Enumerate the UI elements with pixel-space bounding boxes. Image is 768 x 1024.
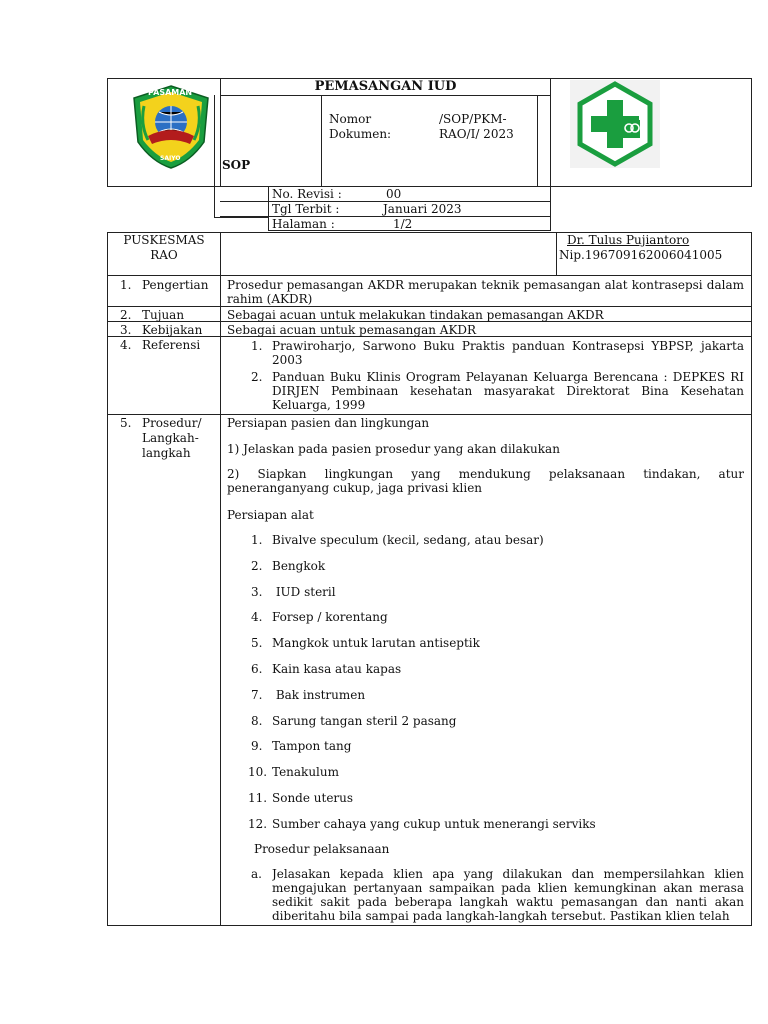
tool-item-text: Bivalve speculum (kecil, sedang, atau besar): [272, 533, 544, 547]
row5-label-1: Prosedur/: [142, 416, 202, 430]
org-name-line2: RAO: [150, 248, 178, 262]
prep-step-2: 2) Siapkan lingkungan yang mendukung pelaksanaan tindakan, atur peneranganyang cukup, jaga privasi klien: [227, 467, 744, 495]
exec-a-text: Jelasakan kepada klien apa yang dilakukan dan mempersilahkan klien mengajukan pertanyaan sampaikan pada klien kemungkinan akan merasa sedikit sakit pada beberapa langkah waktu pemasangan dan nanti akan diberitahu bila sampai pada langkah-langkah tersebut. Pastikan klien telah: [272, 867, 744, 923]
row5-label-2: Langkah-: [142, 431, 199, 445]
terbit-label: Tgl Terbit :: [272, 202, 340, 216]
tool-item-text: Tenakulum: [272, 765, 340, 780]
tool-item-text: IUD steril: [272, 584, 336, 599]
tool-item-text: Forsep / korentang: [272, 610, 388, 625]
tool-item-number: 2.: [251, 558, 263, 573]
signer-name: Dr. Tulus Pujiantoro: [567, 233, 690, 247]
tool-item-number: 10.: [248, 765, 268, 780]
terbit-value: Januari 2023: [383, 202, 462, 216]
revisi-value: 00: [386, 187, 402, 201]
tool-item-number: 8.: [251, 713, 263, 728]
revisi-label: No. Revisi :: [272, 187, 342, 201]
row3-number: 3.: [120, 323, 132, 337]
prep-env-heading: Persiapan pasien dan lingkungan: [227, 416, 430, 430]
reference-1-number: 1.: [251, 339, 263, 353]
signer-nip: Nip.196709162006041005: [559, 248, 723, 262]
exec-a-marker: a.: [251, 867, 262, 881]
reference-1-text: Prawiroharjo, Sarwono Buku Praktis panduan Kontrasepsi YBPSP, jakarta 2003: [272, 339, 744, 367]
row3-label: Kebijakan: [142, 323, 203, 337]
row1-number: 1.: [120, 278, 132, 292]
row2-text: Sebagai acuan untuk melakukan tindakan pemasangan AKDR: [227, 308, 604, 322]
reference-2-number: 2.: [251, 370, 263, 384]
nomor-value-1: /SOP/PKM-: [439, 112, 507, 126]
tool-item-number: 9.: [251, 739, 263, 754]
nomor-value-2: RAO/I/ 2023: [439, 127, 514, 141]
org-name-line1: PUSKESMAS: [123, 233, 205, 247]
tool-item-text: Sumber cahaya yang cukup untuk menerangi serviks: [272, 816, 596, 831]
tool-item-number: 5.: [251, 636, 263, 651]
logo-left-bottom-text: SAIYO: [160, 155, 181, 162]
logo-left-top-text: PASAMAN: [148, 88, 193, 97]
tool-item-text: Sarung tangan steril 2 pasang: [272, 713, 457, 728]
tool-item-number: 12.: [248, 816, 268, 831]
row5-label-3: langkah: [142, 446, 191, 460]
tool-item-number: 7.: [251, 687, 263, 702]
puskesmas-logo: [570, 80, 660, 168]
tool-item-number: 11.: [248, 791, 268, 805]
row3-text: Sebagai acuan untuk pemasangan AKDR: [227, 323, 477, 337]
tool-item-number: 6.: [251, 662, 263, 676]
halaman-value: 1/2: [393, 217, 413, 231]
tool-item-number: 3.: [251, 584, 263, 599]
tool-item-text: Sonde uterus: [272, 791, 354, 805]
row2-label: Tujuan: [142, 308, 185, 322]
row1-label: Pengertian: [142, 278, 209, 292]
dokumen-label: Dokumen:: [329, 127, 392, 141]
tool-item-text: Bengkok: [272, 558, 326, 573]
tool-item-text: Kain kasa atau kapas: [272, 662, 402, 676]
halaman-label: Halaman :: [272, 217, 335, 231]
tool-item-text: Mangkok untuk larutan antiseptik: [272, 636, 480, 651]
row5-number: 5.: [120, 416, 132, 430]
row4-number: 4.: [120, 338, 132, 352]
pasaman-logo: [130, 84, 212, 170]
prep-tools-heading: Persiapan alat: [227, 508, 314, 522]
tool-item-text: Tampon tang: [272, 739, 352, 754]
row1-text: Prosedur pemasangan AKDR merupakan teknik pemasangan alat kontrasepsi dalam rahim (AKDR): [227, 278, 744, 306]
exec-heading: Prosedur pelaksanaan: [254, 842, 390, 856]
tool-item-number: 4.: [251, 610, 263, 625]
row2-number: 2.: [120, 308, 132, 322]
nomor-label: Nomor: [329, 112, 372, 126]
document-title: PEMASANGAN IUD: [314, 79, 457, 94]
prep-step-1: 1) Jelaskan pada pasien prosedur yang akan dilakukan: [227, 442, 560, 456]
tool-item-number: 1.: [251, 533, 263, 547]
sop-label: SOP: [222, 158, 251, 172]
reference-2-text: Panduan Buku Klinis Orogram Pelayanan Keluarga Berencana : DEPKES RI DIRJEN Pembinaan kesehatan masyarakat Direktorat Bina Kesehatan Keluarga, 1999: [272, 370, 744, 412]
tool-item-text: Bak instrumen: [272, 687, 366, 702]
row4-label: Referensi: [142, 338, 201, 352]
